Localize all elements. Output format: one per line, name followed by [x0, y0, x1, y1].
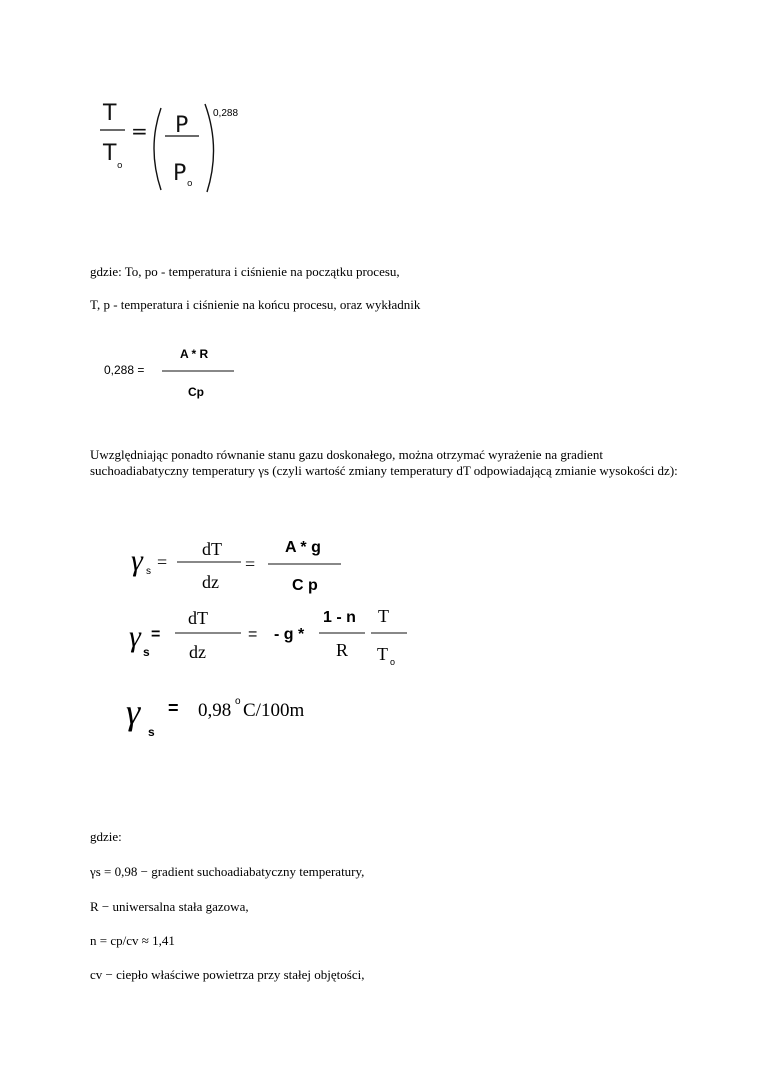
formula1-left-paren	[154, 108, 161, 190]
text-definition-cv: cv − ciepło właściwe powietrza przy stałej objętości,	[90, 967, 365, 982]
formula-exponent-definition	[100, 340, 260, 410]
formula3-equals-2: =	[245, 554, 256, 574]
formula3-gamma: γ	[131, 544, 143, 577]
formula5-unit: C/100m	[243, 700, 305, 721]
text-line-end-process: T, p - temperatura i ciśnienie na końcu procesu, oraz wykładnik	[90, 297, 421, 312]
formula3-dz: dz	[202, 572, 219, 592]
formula5-equals: =	[168, 698, 179, 718]
formula4-num-n: 1 - n	[323, 609, 356, 626]
formula4-dT: dT	[188, 608, 208, 628]
formula4-equals-2: =	[248, 626, 258, 643]
text-gdzie: gdzie:	[90, 829, 122, 844]
formula1-rhs-den-sub: o	[187, 179, 193, 189]
formula4-gamma-sub: s	[143, 645, 150, 659]
formula4-dz: dz	[189, 642, 206, 662]
formula2-numerator: A * R	[180, 347, 209, 361]
formula3-gamma-sub: s	[146, 566, 151, 577]
formula1-lhs-den-sub: o	[117, 161, 123, 171]
formula4-minus-g: - g *	[274, 626, 305, 643]
formula2-denominator: Cp	[188, 385, 204, 399]
formula1-rhs-num: P	[175, 113, 189, 138]
formula5-gamma: γ	[126, 692, 141, 732]
formula5-degree: o	[235, 696, 241, 707]
formula4-den-R: R	[336, 640, 349, 660]
formula-poisson	[95, 98, 255, 198]
formula4-num-T: T	[378, 606, 389, 626]
text-definition-R: R − uniwersalna stała gazowa,	[90, 899, 249, 914]
formula3-dT: dT	[202, 539, 222, 559]
formula1-rhs-den: P	[173, 161, 187, 186]
formula-gradient-value	[122, 680, 342, 742]
paragraph-gradient: Uwzględniając ponadto równanie stanu gazu doskonałego, można otrzymać wyrażenie na gradient suchoadiabatyczny temperatury γs (czyli wartość zmiany temperatury dT odpowiadającą zmianie wysokości dz):	[90, 447, 678, 478]
formula1-equals: =	[131, 119, 148, 143]
formula5-gamma-sub: s	[148, 725, 155, 739]
text-line-where: gdzie: To, po - temperatura i ciśnienie na początku procesu,	[90, 264, 400, 279]
formula1-lhs-num: T	[103, 101, 117, 126]
formula2-lhs: 0,288 =	[104, 363, 145, 377]
formula1-exponent: 0,288	[213, 108, 239, 119]
formula3-numerator: A * g	[285, 539, 321, 556]
formula-gradient-1	[125, 530, 355, 600]
formula4-equals-1: =	[151, 626, 161, 643]
formula3-denominator: C p	[292, 577, 318, 594]
text-definition-n: n = cp/cv ≈ 1,41	[90, 933, 175, 948]
formula4-gamma: γ	[129, 620, 141, 653]
formula4-den-T: T	[377, 644, 388, 664]
formula5-value: 0,98	[198, 700, 232, 721]
formula1-lhs-den: T	[103, 141, 117, 166]
formula4-den-T-sub: o	[390, 657, 396, 667]
text-definition-gamma: γs = 0,98 − gradient suchoadiabatyczny temperatury,	[90, 864, 365, 879]
formula3-equals-1: =	[157, 552, 168, 572]
formula-gradient-2	[125, 600, 415, 672]
